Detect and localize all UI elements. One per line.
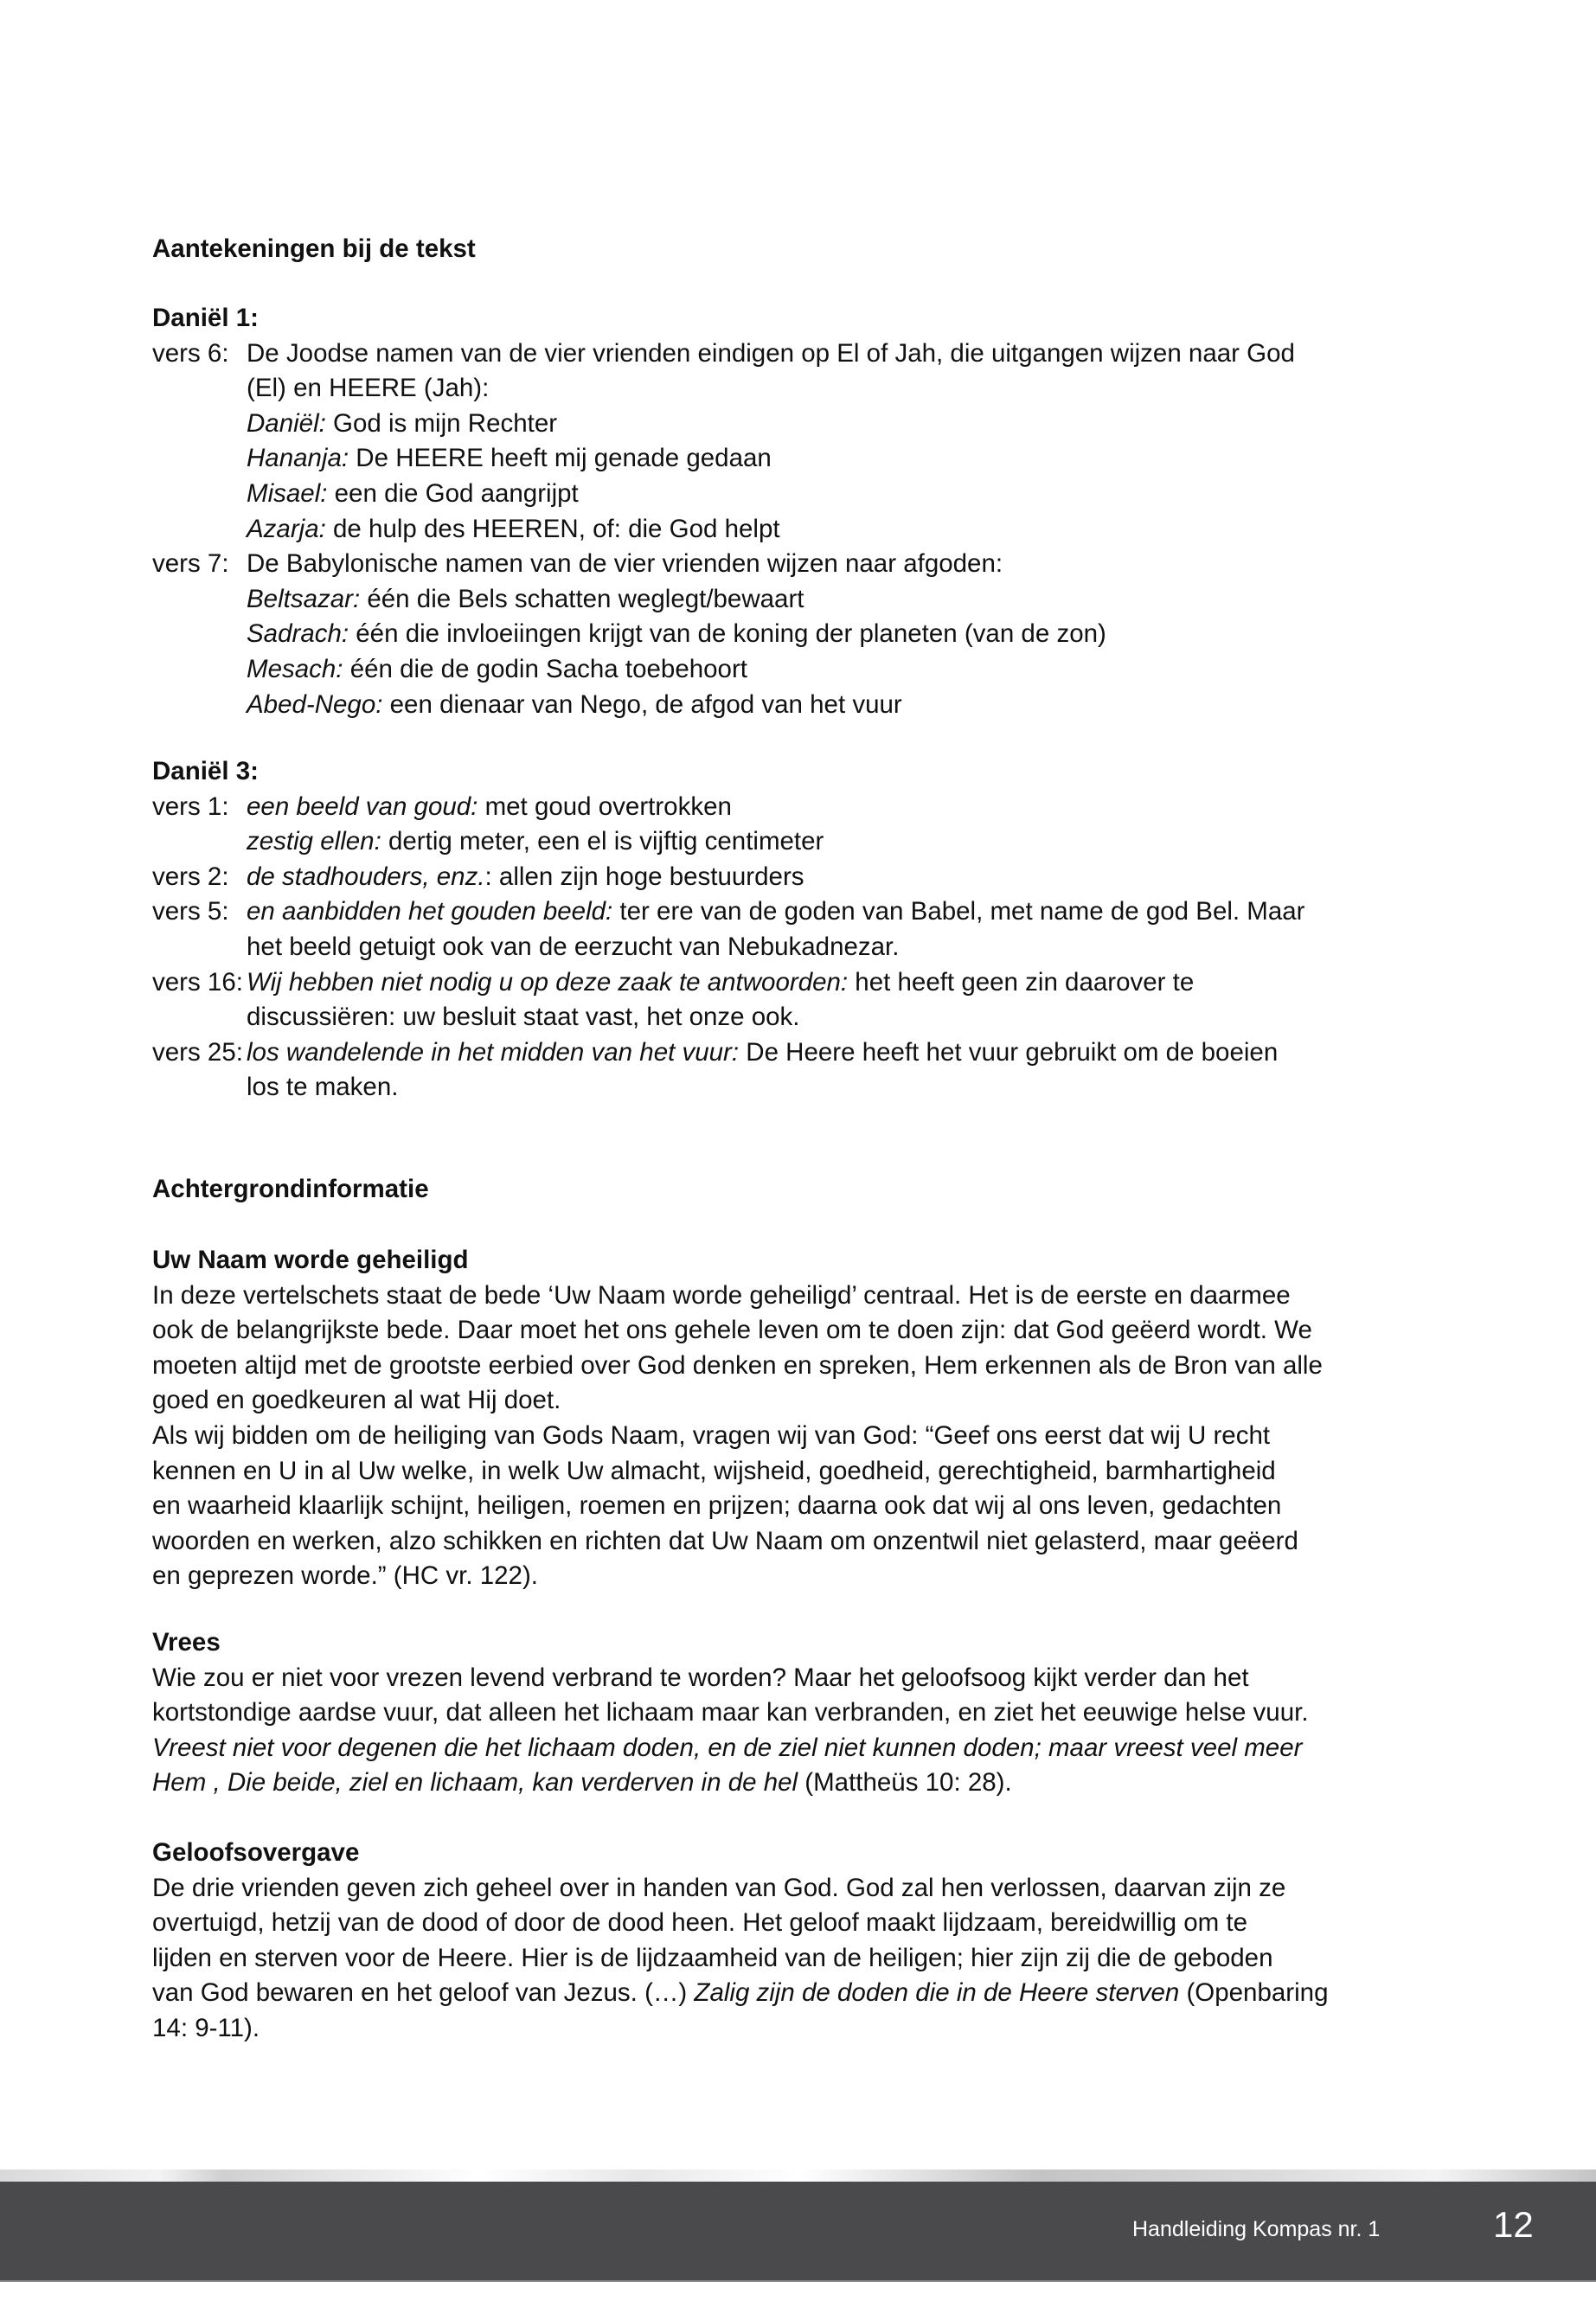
text: De Joodse namen van de vier vrienden eindigen op El of Jah, die uitgangen wijzen naar God bbox=[247, 338, 1295, 368]
verse-note-line bbox=[152, 930, 1450, 965]
text: goed en goedkeuren al wat Hij doet. bbox=[152, 1386, 561, 1415]
italic-text: een beeld van goud: bbox=[247, 792, 478, 821]
text: Wie zou er niet voor vrezen levend verbrand te worden? Maar het geloofsoog kijkt verder dan het bbox=[152, 1663, 1249, 1692]
text: één die de godin Sacha toebehoort bbox=[343, 654, 747, 683]
paragraph-line bbox=[152, 1489, 1450, 1524]
paragraph-line bbox=[152, 1313, 1450, 1349]
paragraph-line bbox=[152, 1383, 1450, 1419]
chapter-daniel-1 bbox=[152, 301, 1450, 722]
text: één die invloeiingen krijgt van de koning der planeten (van de zon) bbox=[349, 619, 1106, 649]
paragraph-line bbox=[152, 1524, 1450, 1560]
paragraph-line bbox=[152, 1349, 1450, 1384]
text: 14: 9-11). bbox=[152, 2013, 260, 2042]
section-heading: Uw Naam worde geheiligd bbox=[152, 1246, 469, 1274]
italic-text: Daniël: bbox=[247, 408, 326, 438]
text: een die God aangrijpt bbox=[327, 478, 579, 508]
paragraph-line bbox=[152, 1906, 1450, 1941]
section-uw-naam bbox=[152, 1243, 1450, 1594]
text: kortstondige aardse vuur, dat alleen het lichaam maar kan verbranden, en ziet het eeuwige helse vuur. bbox=[152, 1698, 1309, 1727]
text: en geprezen worde.” (HC vr. 122). bbox=[152, 1561, 538, 1591]
italic-text: Mesach: bbox=[247, 654, 343, 683]
verse-label: vers 6: bbox=[152, 338, 229, 368]
text: het heeft geen zin daarover te bbox=[848, 967, 1195, 997]
text: De HEERE heeft mij genade gedaan bbox=[349, 444, 772, 473]
verse-label: vers 16: bbox=[152, 967, 243, 997]
verse-note-line bbox=[152, 547, 1450, 582]
text: dertig meter, een el is vijftig centimeter bbox=[381, 827, 824, 856]
verse-note-line bbox=[152, 652, 1450, 688]
verse-note-line bbox=[152, 1070, 1450, 1106]
text: In deze vertelschets staat de bede ‘Uw Naam worde geheiligd’ centraal. Het is de eerste en daarmee bbox=[152, 1280, 1291, 1310]
text: ter ere van de goden van Babel, met name de god Bel. Maar bbox=[612, 897, 1305, 926]
text: (Openbaring bbox=[1179, 1978, 1329, 2008]
verse-note-line bbox=[152, 1035, 1450, 1071]
section-vrees bbox=[152, 1625, 1450, 1801]
chapter-heading: Daniël 3: bbox=[152, 757, 259, 785]
italic-text: Vreest niet voor degenen die het lichaam doden, en de ziel niet kunnen doden; maar vreest veel meer bbox=[152, 1733, 1303, 1762]
verse-label: vers 2: bbox=[152, 862, 229, 891]
paragraph-line bbox=[152, 2011, 1450, 2047]
section-heading: Geloofsovergave bbox=[152, 1838, 360, 1867]
italic-text: Azarja: bbox=[247, 514, 326, 543]
paragraph-line bbox=[152, 1871, 1450, 1907]
text: overtuigd, hetzij van de dood of door de dood heen. Het geloof maakt lijdzaam, bereidwillig om te bbox=[152, 1908, 1247, 1938]
paragraph-line bbox=[152, 1559, 1450, 1594]
verse-note-line bbox=[152, 477, 1450, 512]
text: één die Bels schatten weglegt/bewaart bbox=[360, 584, 804, 613]
italic-text: Hananja: bbox=[247, 444, 349, 473]
text: een dienaar van Nego, de afgod van het vuur bbox=[382, 689, 902, 719]
paragraph-line bbox=[152, 1941, 1450, 1977]
verse-note-line bbox=[152, 1000, 1450, 1035]
verse-note-line bbox=[152, 860, 1450, 895]
text: woorden en werken, alzo schikken en richten dat Uw Naam om onzentwil niet gelasterd, maar geëerd bbox=[152, 1526, 1298, 1555]
italic-text: Sadrach: bbox=[247, 619, 349, 649]
italic-text: en aanbidden het gouden beeld: bbox=[247, 897, 613, 926]
text: van God bewaren en het geloof van Jezus. (…) bbox=[152, 1978, 695, 2008]
page-number: 12 bbox=[1493, 2204, 1534, 2245]
chapter-heading: Daniël 1: bbox=[152, 304, 259, 332]
italic-text: Abed-Nego: bbox=[247, 689, 383, 719]
notes-title: Aantekeningen bij de tekst bbox=[152, 234, 476, 263]
verse-note-line bbox=[152, 582, 1450, 618]
verse-note-line bbox=[152, 336, 1450, 372]
text: : allen zijn hoge bestuurders bbox=[484, 862, 804, 891]
text: De Babylonische namen van de vier vrienden wijzen naar afgoden: bbox=[247, 549, 1003, 579]
verse-label: vers 5: bbox=[152, 897, 229, 926]
text: kennen en U in al Uw welke, in welk Uw almacht, wijsheid, goedheid, gerechtigheid, barmhartigheid bbox=[152, 1456, 1276, 1485]
text: het beeld getuigt ook van de eerzucht van Nebukadnezar. bbox=[247, 932, 900, 961]
italic-text: los wandelende in het midden van het vuur: bbox=[247, 1037, 740, 1067]
text: los te maken. bbox=[247, 1073, 399, 1102]
page-footer bbox=[0, 2182, 1596, 2282]
italic-text: Beltsazar: bbox=[247, 584, 361, 613]
verse-note-line bbox=[152, 824, 1450, 860]
chapter-daniel-3 bbox=[152, 754, 1450, 1106]
verse-note-line bbox=[152, 965, 1450, 1001]
italic-text: de stadhouders, enz. bbox=[247, 862, 485, 891]
text: lijden en sterven voor de Heere. Hier is de lijdzaamheid van de heiligen; hier zijn zij die de geboden bbox=[152, 1943, 1273, 1972]
italic-text: Wij hebben niet nodig u op deze zaak te antwoorden: bbox=[247, 967, 849, 997]
paragraph-line bbox=[152, 1661, 1450, 1696]
verse-label: vers 25: bbox=[152, 1037, 243, 1067]
paragraph-line bbox=[152, 1766, 1450, 1801]
text: (El) en HEERE (Jah): bbox=[247, 374, 490, 403]
text: de hulp des HEEREN, of: die God helpt bbox=[325, 514, 780, 543]
paragraph-line bbox=[152, 1731, 1450, 1766]
text: ook de belangrijkste bede. Daar moet het ons gehele leven om te doen zijn: dat God geëerd wordt. We bbox=[152, 1316, 1312, 1345]
italic-text: zestig ellen: bbox=[247, 827, 381, 856]
text: moeten altijd met de grootste eerbied over God denken en spreken, Hem erkennen als de Bron van alle bbox=[152, 1350, 1323, 1380]
verse-label: vers 1: bbox=[152, 792, 229, 821]
paragraph-line bbox=[152, 1454, 1450, 1490]
paragraph-line bbox=[152, 1419, 1450, 1454]
verse-note-line bbox=[152, 512, 1450, 548]
text: met goud overtrokken bbox=[478, 792, 732, 821]
italic-text: Hem , Die beide, ziel en lichaam, kan verderven in de hel bbox=[152, 1768, 798, 1798]
text: Als wij bidden om de heiliging van Gods Naam, vragen wij van God: “Geef ons eerst dat wij U recht bbox=[152, 1420, 1271, 1450]
verse-label: vers 7: bbox=[152, 549, 229, 579]
verse-note-line bbox=[152, 617, 1450, 652]
italic-text: Zalig zijn de doden die in de Heere sterven bbox=[694, 1978, 1180, 2008]
text: (Mattheüs 10: 28). bbox=[798, 1768, 1012, 1798]
verse-note-line bbox=[152, 407, 1450, 442]
section-geloofsovergave bbox=[152, 1836, 1450, 2047]
text: De drie vrienden geven zich geheel over in handen van God. God zal hen verlossen, daarvan zijn ze bbox=[152, 1873, 1286, 1902]
verse-note-line bbox=[152, 790, 1450, 825]
text: en waarheid klaarlijk schijnt, heiligen, roemen en prijzen; daarna ook dat wij al ons leven, gedachten bbox=[152, 1491, 1282, 1521]
footer-title: Handleiding Kompas nr. 1 bbox=[1132, 2217, 1381, 2241]
paragraph-line bbox=[152, 1279, 1450, 1314]
text: De Heere heeft het vuur gebruikt om de boeien bbox=[739, 1037, 1279, 1067]
paragraph-line bbox=[152, 1695, 1450, 1731]
verse-note-line bbox=[152, 441, 1450, 477]
background-title: Achtergrondinformatie bbox=[152, 1175, 429, 1203]
notes-title-block bbox=[152, 232, 1450, 267]
text: discussiëren: uw besluit staat vast, het onze ook. bbox=[247, 1003, 800, 1032]
verse-note-line bbox=[152, 371, 1450, 407]
section-heading: Vrees bbox=[152, 1628, 221, 1657]
verse-note-line bbox=[152, 688, 1450, 723]
text: God is mijn Rechter bbox=[325, 408, 558, 438]
background-title-block bbox=[152, 1172, 1450, 1208]
verse-note-line bbox=[152, 894, 1450, 930]
paragraph-line bbox=[152, 1976, 1450, 2011]
italic-text: Misael: bbox=[247, 478, 328, 508]
